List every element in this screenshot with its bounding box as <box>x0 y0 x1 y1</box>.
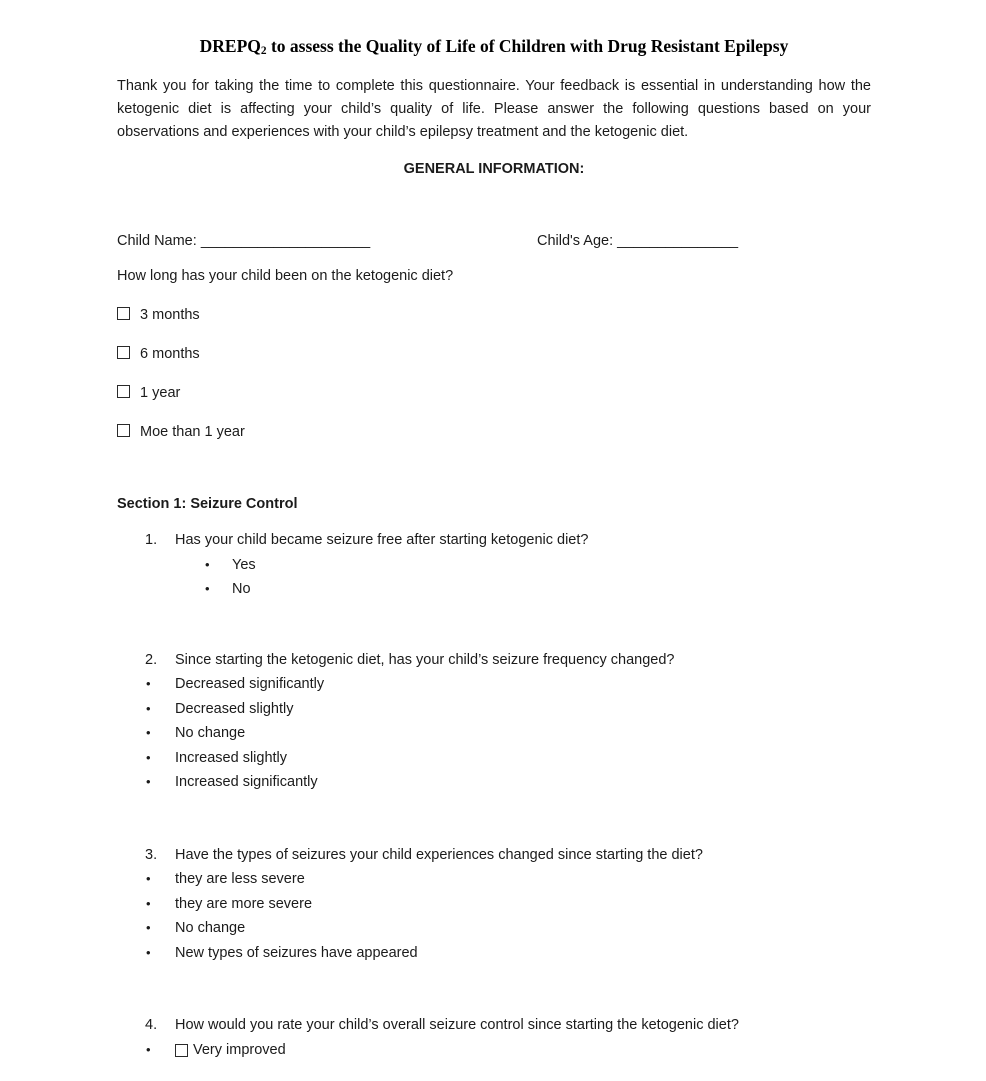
answer-option-label: Increased slightly <box>175 749 288 766</box>
bullet-icon: • <box>205 556 210 572</box>
child-name-blank[interactable]: _____________________ <box>200 233 371 250</box>
answer-option-label: Increased significantly <box>175 774 318 791</box>
answer-option-no-change[interactable] <box>117 916 871 941</box>
answer-option-label: Yes <box>232 556 256 573</box>
question-1 <box>117 528 871 602</box>
bullet-icon: • <box>146 700 151 716</box>
question-number: 2. <box>145 651 158 668</box>
name-age-row <box>117 229 871 253</box>
answer-option-very-improved[interactable] <box>117 1038 871 1063</box>
bullet-icon: • <box>146 1041 151 1057</box>
bullet-icon: • <box>205 581 210 597</box>
question-4 <box>117 1013 871 1062</box>
question-text: Has your child became seizure free after starting ketogenic diet? <box>175 532 589 549</box>
bullet-icon: • <box>146 944 151 960</box>
general-information-heading: GENERAL INFORMATION: <box>403 161 585 178</box>
answer-option-increased-significantly[interactable] <box>117 770 871 795</box>
answer-option-label: No change <box>175 920 246 937</box>
child-age-blank[interactable]: _______________ <box>617 233 739 250</box>
question-number: 1. <box>145 532 158 549</box>
question-2 <box>117 648 871 795</box>
answer-option-label: they are more severe <box>175 895 313 912</box>
bullet-icon: • <box>146 774 151 790</box>
question-text: How would you rate your child’s overall seizure control since starting the ketogenic diet? <box>175 1017 739 1034</box>
checkbox-icon[interactable] <box>175 1044 188 1057</box>
bullet-icon: • <box>146 676 151 692</box>
duration-option-1-year <box>117 381 871 405</box>
child-name-field <box>117 229 537 253</box>
duration-option-more-than-1-year <box>117 420 871 444</box>
answer-option-label: No <box>232 581 251 598</box>
answer-option-less-severe[interactable] <box>117 867 871 892</box>
child-age-label: Child's Age: <box>537 233 614 250</box>
answer-option-yes[interactable] <box>117 553 871 578</box>
child-age-field <box>537 229 738 253</box>
answer-option-label: Very improved <box>193 1041 286 1058</box>
bullet-icon: • <box>146 920 151 936</box>
bullet-icon: • <box>146 749 151 765</box>
answer-option-no[interactable] <box>117 577 871 602</box>
section-1-heading: Section 1: Seizure Control <box>117 496 298 513</box>
question-number: 3. <box>145 846 158 863</box>
duration-option-3-months <box>117 303 871 327</box>
duration-option-6-months <box>117 342 871 366</box>
bullet-icon: • <box>146 871 151 887</box>
answer-option-no-change[interactable] <box>117 721 871 746</box>
answer-option-more-severe[interactable] <box>117 892 871 917</box>
duration-option-label: Moe than 1 year <box>140 424 245 441</box>
question-text: Since starting the ketogenic diet, has your child’s seizure frequency changed? <box>175 651 675 668</box>
question-number: 4. <box>145 1017 158 1034</box>
question-3 <box>117 843 871 966</box>
checkbox-icon[interactable] <box>117 307 130 320</box>
checkbox-icon[interactable] <box>117 346 130 359</box>
answer-option-decreased-slightly[interactable] <box>117 697 871 722</box>
title-rest: to assess the Quality of Life of Children with Drug Resistant Epilepsy <box>266 36 789 56</box>
title-prefix: DREPQ <box>199 36 261 56</box>
answer-option-label: New types of seizures have appeared <box>175 944 418 961</box>
duration-option-label: 3 months <box>140 307 200 324</box>
child-name-label: Child Name: <box>117 233 197 250</box>
document-title <box>117 34 871 63</box>
title-subscript: 2 <box>260 45 267 58</box>
answer-option-label: No change <box>175 725 246 742</box>
duration-option-label: 6 months <box>140 346 200 363</box>
question-3-line <box>117 843 871 868</box>
bullet-icon: • <box>146 895 151 911</box>
answer-option-label: they are less severe <box>175 871 305 888</box>
question-text: Have the types of seizures your child experiences changed since starting the diet? <box>175 846 703 863</box>
answer-option-label: Decreased significantly <box>175 676 325 693</box>
answer-option-label: Decreased slightly <box>175 700 294 717</box>
answer-option-new-types[interactable] <box>117 941 871 966</box>
intro-paragraph: Thank you for taking the time to complete this questionnaire. Your feedback is essential in understanding how the ketogenic diet is affecting your child’s quality of life. Please answer the following questions based on your observations and experiences with your child’s epilepsy treatment and the ketogenic diet. <box>117 78 871 141</box>
answer-option-increased-slightly[interactable] <box>117 746 871 771</box>
duration-question: How long has your child been on the ketogenic diet? <box>117 268 454 285</box>
question-4-line <box>117 1013 871 1038</box>
question-1-line <box>117 528 871 553</box>
checkbox-icon[interactable] <box>117 385 130 398</box>
checkbox-icon[interactable] <box>117 424 130 437</box>
answer-option-decreased-significantly[interactable] <box>117 672 871 697</box>
bullet-icon: • <box>146 725 151 741</box>
question-2-line <box>117 648 871 673</box>
duration-option-label: 1 year <box>140 385 181 402</box>
